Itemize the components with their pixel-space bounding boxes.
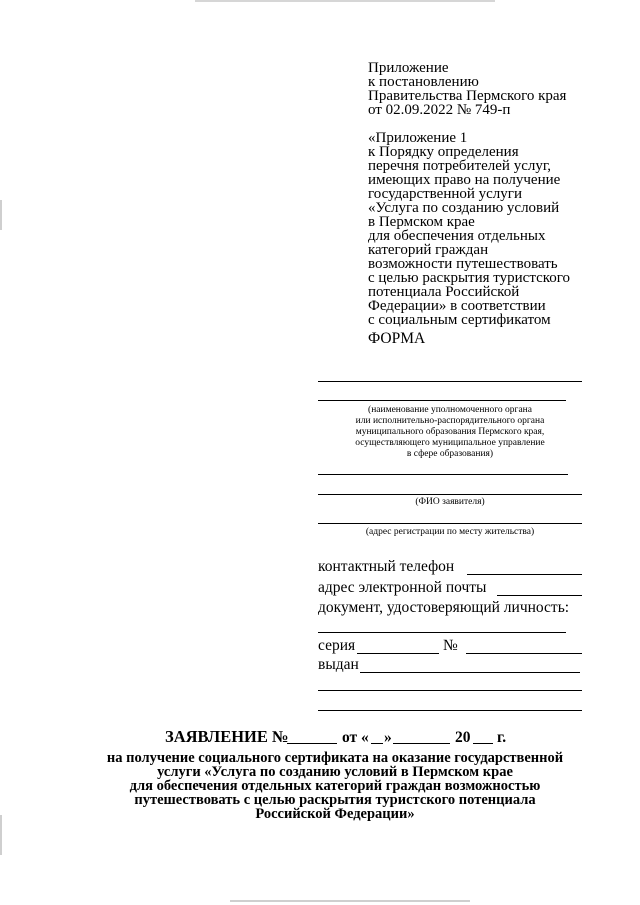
id-document-field[interactable]: [318, 632, 566, 633]
form-label: ФОРМА: [368, 330, 426, 347]
series-field[interactable]: [357, 653, 439, 654]
fio-hint: (ФИО заявителя): [415, 497, 485, 507]
authority-hint: или исполнительно-распорядительного органа: [355, 416, 545, 426]
address-line: [318, 523, 582, 524]
series-label: серия: [318, 637, 356, 654]
phone-field[interactable]: [467, 574, 582, 575]
statement-day-field[interactable]: [371, 743, 383, 744]
sub-appendix-line: имеющих право на получение: [368, 172, 561, 188]
statement-year-prefix: 20: [455, 729, 471, 746]
email-label: адрес электронной почты: [318, 579, 487, 596]
appendix-line: Правительства Пермского края: [368, 88, 567, 104]
authority-line: [318, 381, 582, 382]
number-field[interactable]: [466, 653, 582, 654]
statement-subtitle-line: для обеспечения отдельных категорий граждан возможностью: [129, 778, 541, 794]
sub-appendix-line: с социальным сертификатом: [368, 312, 551, 328]
appendix-line: к постановлению: [368, 74, 479, 90]
statement-title-label: ЗАЯВЛЕНИЕ №: [165, 727, 289, 746]
sub-appendix-line: Федерации» в соответствии: [368, 298, 546, 314]
applicant-line: [318, 494, 582, 495]
scan-artifact-left: [0, 200, 2, 230]
statement-subtitle-line: на получение социального сертификата на оказание государственной: [106, 750, 564, 766]
authority-hint: (наименование уполномоченного органа: [368, 405, 532, 415]
authority-hint: в сфере образования): [406, 449, 494, 459]
statement-month-field[interactable]: [393, 743, 450, 744]
authority-hint: осуществляющего муниципальное управление: [355, 438, 545, 448]
statement-number-field[interactable]: [287, 743, 337, 744]
appendix-line: от 02.09.2022 № 749-п: [368, 102, 511, 118]
issued-field-extra[interactable]: [318, 690, 582, 691]
sub-appendix-line: к Порядку определения: [368, 144, 519, 160]
statement-subtitle-line: путешествовать с целью раскрытия туристского потенциала: [134, 792, 536, 808]
authority-hint: муниципального образования Пермского края,: [355, 427, 545, 437]
issued-field-extra[interactable]: [318, 710, 582, 711]
statement-year-suffix: г.: [497, 729, 507, 746]
sub-appendix-line: «Приложение 1: [368, 130, 468, 146]
scan-artifact-top: [195, 0, 495, 2]
sub-appendix-line: потенциала Российской: [368, 284, 520, 300]
address-hint: (адрес регистрации по месту жительства): [365, 527, 535, 537]
sub-appendix-line: категорий граждан: [368, 242, 489, 258]
phone-label: контактный телефон: [318, 558, 455, 575]
sub-appendix-line: в Пермском крае: [368, 214, 475, 230]
statement-from-label: от «: [342, 729, 369, 746]
sub-appendix-line: с целью раскрытия туристского: [368, 270, 571, 286]
authority-line: [318, 400, 566, 401]
statement-quote-close: »: [384, 729, 392, 746]
id-document-label: документ, удостоверяющий личность:: [318, 599, 570, 616]
number-label: №: [443, 637, 458, 654]
sub-appendix-line: перечня потребителей услуг,: [368, 158, 552, 174]
statement-subtitle-line: услуги «Услуга по созданию условий в Пермском крае: [157, 764, 513, 780]
email-field[interactable]: [497, 595, 582, 596]
sub-appendix-line: для обеспечения отдельных: [368, 228, 546, 244]
issued-label: выдан: [318, 656, 359, 673]
statement-subtitle-line: Российской Федерации»: [255, 806, 415, 822]
sub-appendix-line: «Услуга по созданию условий: [368, 200, 560, 216]
scan-artifact-bottom: [230, 900, 470, 902]
sub-appendix-line: возможности путешествовать: [368, 256, 558, 272]
sub-appendix-line: государственной услуги: [368, 186, 522, 202]
applicant-line: [318, 474, 568, 475]
statement-year-field[interactable]: [473, 743, 493, 744]
scan-artifact-left: [0, 815, 2, 855]
issued-field[interactable]: [360, 672, 580, 673]
appendix-line: Приложение: [368, 60, 449, 76]
